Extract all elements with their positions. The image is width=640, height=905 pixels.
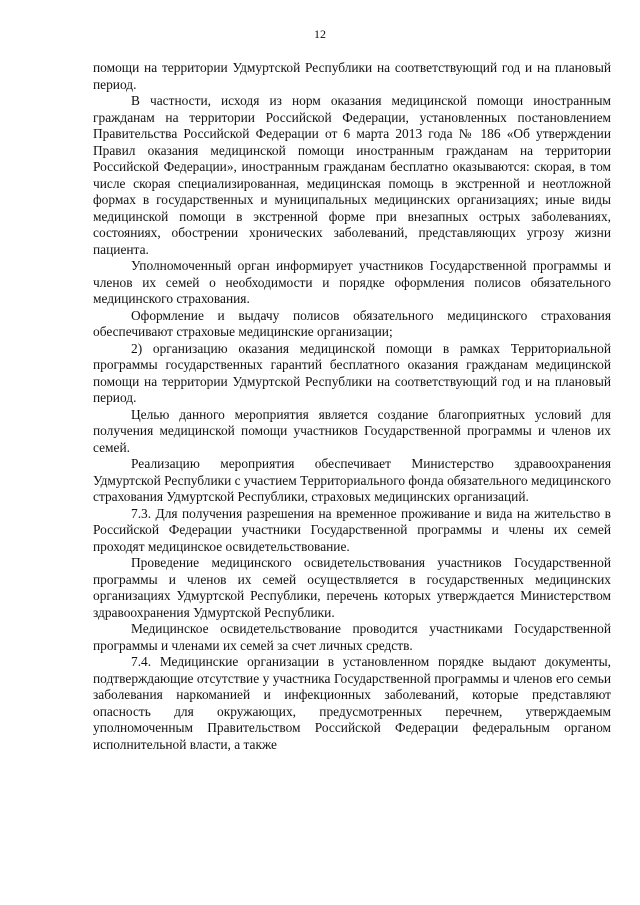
paragraph-authority-informs: Уполномоченный орган информирует участников Государственной программы и членов их семей о необходимости и порядке оформления полисов обязательного медицинского страхования. [93, 258, 611, 306]
paragraph-examination-conduct: Проведение медицинского освидетельствования участников Государственной программы и членов их семей осуществляется в государственных медицинских организациях Удмуртской Республики, перечень которых утверждается Министерством здравоохранения Удмуртской Республики. [93, 555, 611, 620]
paragraph-goal: Целью данного мероприятия является создание благоприятных условий для получения медицинской помощи участников Государственной программы и членов их семей. [93, 406, 611, 455]
paragraph-foreign-citizens-care: В частности, исходя из норм оказания медицинской помощи иностранным гражданам на территории Российской Федерации, установленных постановлением Правительства Российской Федерации от 6 марта 2013 года № 186 «Об утверждении Правил оказания медицинской помощи иностранным гражданам на территории Российской Федерации», иностранным гражданам бесплатно оказываются: скорая, в том числе скорая специализированная, медицинская помощь в экстренной и неотложной формах в государственных и муниципальных медицинских организациях; иные виды медицинской помощи в экстренной форме при внезапных острых заболеваниях, состояниях, обострении хронических заболеваний, представляющих угрозу жизни пациента. [93, 93, 611, 257]
page-number: 12 [314, 27, 326, 41]
paragraph-examination-cost: Медицинское освидетельствование проводится участниками Государственной программы и членами их семей за счет личных средств. [93, 621, 611, 653]
paragraph-continuation: помощи на территории Удмуртской Республики на соответствующий год и на плановый период. [93, 60, 611, 92]
paragraph-item-2: 2) организацию оказания медицинской помощи в рамках Территориальной программы государственных гарантий бесплатного оказания гражданам медицинской помощи на территории Удмуртской Республики на соответствующий год и на плановый период. [93, 340, 611, 405]
paragraph-implementation: Реализацию мероприятия обеспечивает Министерство здравоохранения Удмуртской Республики с участием Территориального фонда обязательного медицинского страхования Удмуртской Республики, страховых медицинских организаций. [93, 456, 611, 504]
document-body [93, 60, 611, 753]
paragraph-section-7-4: 7.4. Медицинские организации в установленном порядке выдают документы, подтверждающие отсутствие у участника Государственной программы и членов его семьи заболевания наркоманией и инфекционных заболеваний, которые представляют опасность для окружающих, предусмотренных перечнем, утверждаемым уполномоченным Правительством Российской Федерации федеральным органом исполнительной власти, а также [93, 654, 611, 752]
paragraph-policy-issuance: Оформление и выдачу полисов обязательного медицинского страхования обеспечивают страховые медицинские организации; [93, 307, 611, 339]
paragraph-section-7-3: 7.3. Для получения разрешения на временное проживание и вида на жительство в Российской Федерации участники Государственной программы и члены их семей проходят медицинское освидетельствование. [93, 505, 611, 554]
